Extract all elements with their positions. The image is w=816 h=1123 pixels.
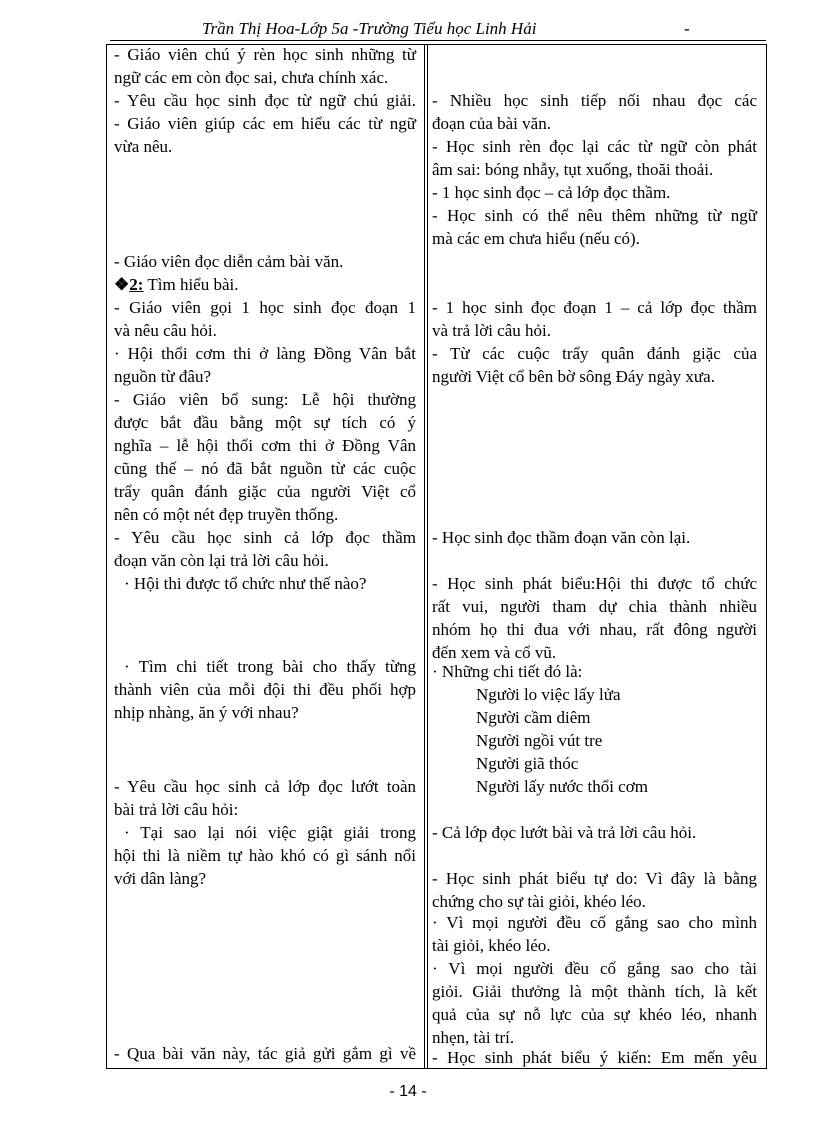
detail-item: Người ngồi vút tre	[476, 731, 603, 750]
student-line: · Vì mọi người đều cố gắng sao cho tài	[432, 959, 757, 978]
student-line: - Học sinh phát biểu ý kiến: Em mến yêu	[432, 1048, 757, 1067]
section-number: 2:	[129, 275, 144, 294]
teacher-line: nhịp nhàng, ăn ý với nhau?	[114, 703, 299, 722]
column-divider	[424, 45, 425, 1068]
detail-item: Người giã thóc	[476, 754, 579, 773]
student-line: · Vì mọi người đều cố gắng sao cho mình	[432, 913, 757, 932]
teacher-line: - Giáo viên giúp các em hiểu các từ ngữ	[114, 114, 416, 133]
student-line: rất vui, người tham dự chia thành nhiều	[432, 597, 757, 616]
teacher-line: nghĩa – lễ hội thổi cơm thi ở Đồng Vân	[114, 436, 416, 455]
student-line: giỏi. Giải thưởng là một thành tích, là kết	[432, 982, 757, 1001]
student-line: - Học sinh có thể nêu thêm những từ ngữ	[432, 206, 757, 225]
student-line: đến xem và cổ vũ.	[432, 643, 557, 662]
teacher-line: - Qua bài văn này, tác giả gửi gắm gì về	[114, 1044, 416, 1063]
teacher-question: · Hội thi được tổ chức như thế nào?	[124, 574, 367, 593]
teacher-line: ngữ các em còn đọc sai, chưa chính xác.	[114, 68, 389, 87]
column-divider-inner	[427, 45, 428, 1068]
teacher-question: · Tại sao lại nói việc giật giải trong	[124, 823, 416, 842]
detail-item: Người lấy nước thổi cơm	[476, 777, 648, 796]
teacher-line: - Yêu cầu học sinh cả lớp đọc thầm	[114, 528, 416, 547]
student-line: tài giỏi, khéo léo.	[432, 936, 551, 955]
teacher-line: nguồn từ đâu?	[114, 367, 212, 386]
detail-item: Người cầm diêm	[476, 708, 591, 727]
student-line: nhóm họ thi đua với nhau, rất đông người	[432, 620, 757, 639]
header-title: Trần Thị Hoa-Lớp 5a -Trường Tiểu học Linh Hải	[202, 19, 537, 38]
student-line: - 1 học sinh đọc – cả lớp đọc thầm.	[432, 183, 671, 202]
teacher-line: được bắt đầu bằng một sự tích có ý	[114, 413, 416, 432]
student-line: đoạn của bài văn.	[432, 114, 551, 133]
student-line: - Nhiều học sinh tiếp nối nhau đọc các	[432, 91, 757, 110]
student-line: - Từ các cuộc trẩy quân đánh giặc của	[432, 344, 757, 363]
page-header	[110, 18, 766, 41]
student-line: quả của sự nỗ lực của sự khéo léo, nhanh	[432, 1005, 757, 1024]
teacher-line: hội thi là niềm tự hào khó có gì sánh nổi	[114, 846, 416, 865]
student-line: mà các em chưa hiểu (nếu có).	[432, 229, 640, 248]
teacher-line: - Giáo viên bổ sung: Lễ hội thường	[114, 390, 416, 409]
student-line: nhẹn, tài trí.	[432, 1028, 515, 1047]
student-line: · Những chi tiết đó là:	[432, 662, 583, 681]
student-line: - Học sinh phát biểu:Hội thi được tổ chức	[432, 574, 757, 593]
teacher-line: cũng thế – nó đã bắt nguồn từ các cuộc	[114, 459, 416, 478]
section-heading	[114, 273, 416, 296]
teacher-line: vừa nêu.	[114, 137, 173, 156]
teacher-line: và nêu câu hỏi.	[114, 321, 217, 340]
teacher-line: đoạn văn còn lại trả lời câu hỏi.	[114, 551, 329, 570]
student-line: người Việt cổ bên bờ sông Đáy ngày xưa.	[432, 367, 715, 386]
student-line: chứng cho sự tài giỏi, khéo léo.	[432, 892, 646, 911]
lesson-table	[106, 44, 767, 1069]
section-title: Tìm hiểu bài.	[143, 275, 239, 294]
teacher-line: - Giáo viên gọi 1 học sinh đọc đoạn 1	[114, 298, 416, 317]
student-line: - 1 học sinh đọc đoạn 1 – cả lớp đọc thầm	[432, 298, 757, 317]
teacher-line: với dân làng?	[114, 869, 207, 888]
teacher-line: nên có một nét đẹp truyền thống.	[114, 505, 339, 524]
teacher-line: - Giáo viên đọc diễn cảm bài văn.	[114, 252, 344, 271]
diamond-bullet-icon: ❖	[114, 275, 130, 294]
student-line: - Học sinh phát biểu tự do: Vì đây là bằng	[432, 869, 757, 888]
student-line: - Học sinh đọc thầm đoạn văn còn lại.	[432, 528, 691, 547]
header-dash: -	[684, 19, 690, 38]
teacher-line: · Hội thổi cơm thi ở làng Đồng Vân bắt	[114, 344, 416, 363]
student-line: - Học sinh rèn đọc lại các từ ngữ còn phát	[432, 137, 757, 156]
teacher-line: thành viên của mỗi đội thi đều phối hợp	[114, 680, 416, 699]
student-line: âm sai: bóng nhẫy, tụt xuống, thoăi thoải.	[432, 160, 714, 179]
teacher-line: - Giáo viên chú ý rèn học sinh những từ	[114, 45, 416, 64]
teacher-line: bài trả lời câu hỏi:	[114, 800, 239, 819]
teacher-line: - Yêu cầu học sinh đọc từ ngữ chú giải.	[114, 91, 416, 110]
teacher-line: trẩy quân đánh giặc của người Việt cổ	[114, 482, 416, 501]
student-line: - Cả lớp đọc lướt bài và trả lời câu hỏi.	[432, 823, 697, 842]
student-line: và trả lời câu hỏi.	[432, 321, 551, 340]
detail-item: Người lo việc lấy lửa	[476, 685, 621, 704]
teacher-question: · Tìm chi tiết trong bài cho thấy từng	[124, 657, 416, 676]
teacher-line: - Yêu cầu học sinh cả lớp đọc lướt toàn	[114, 777, 416, 796]
page-number: - 14 -	[389, 1083, 427, 1100]
